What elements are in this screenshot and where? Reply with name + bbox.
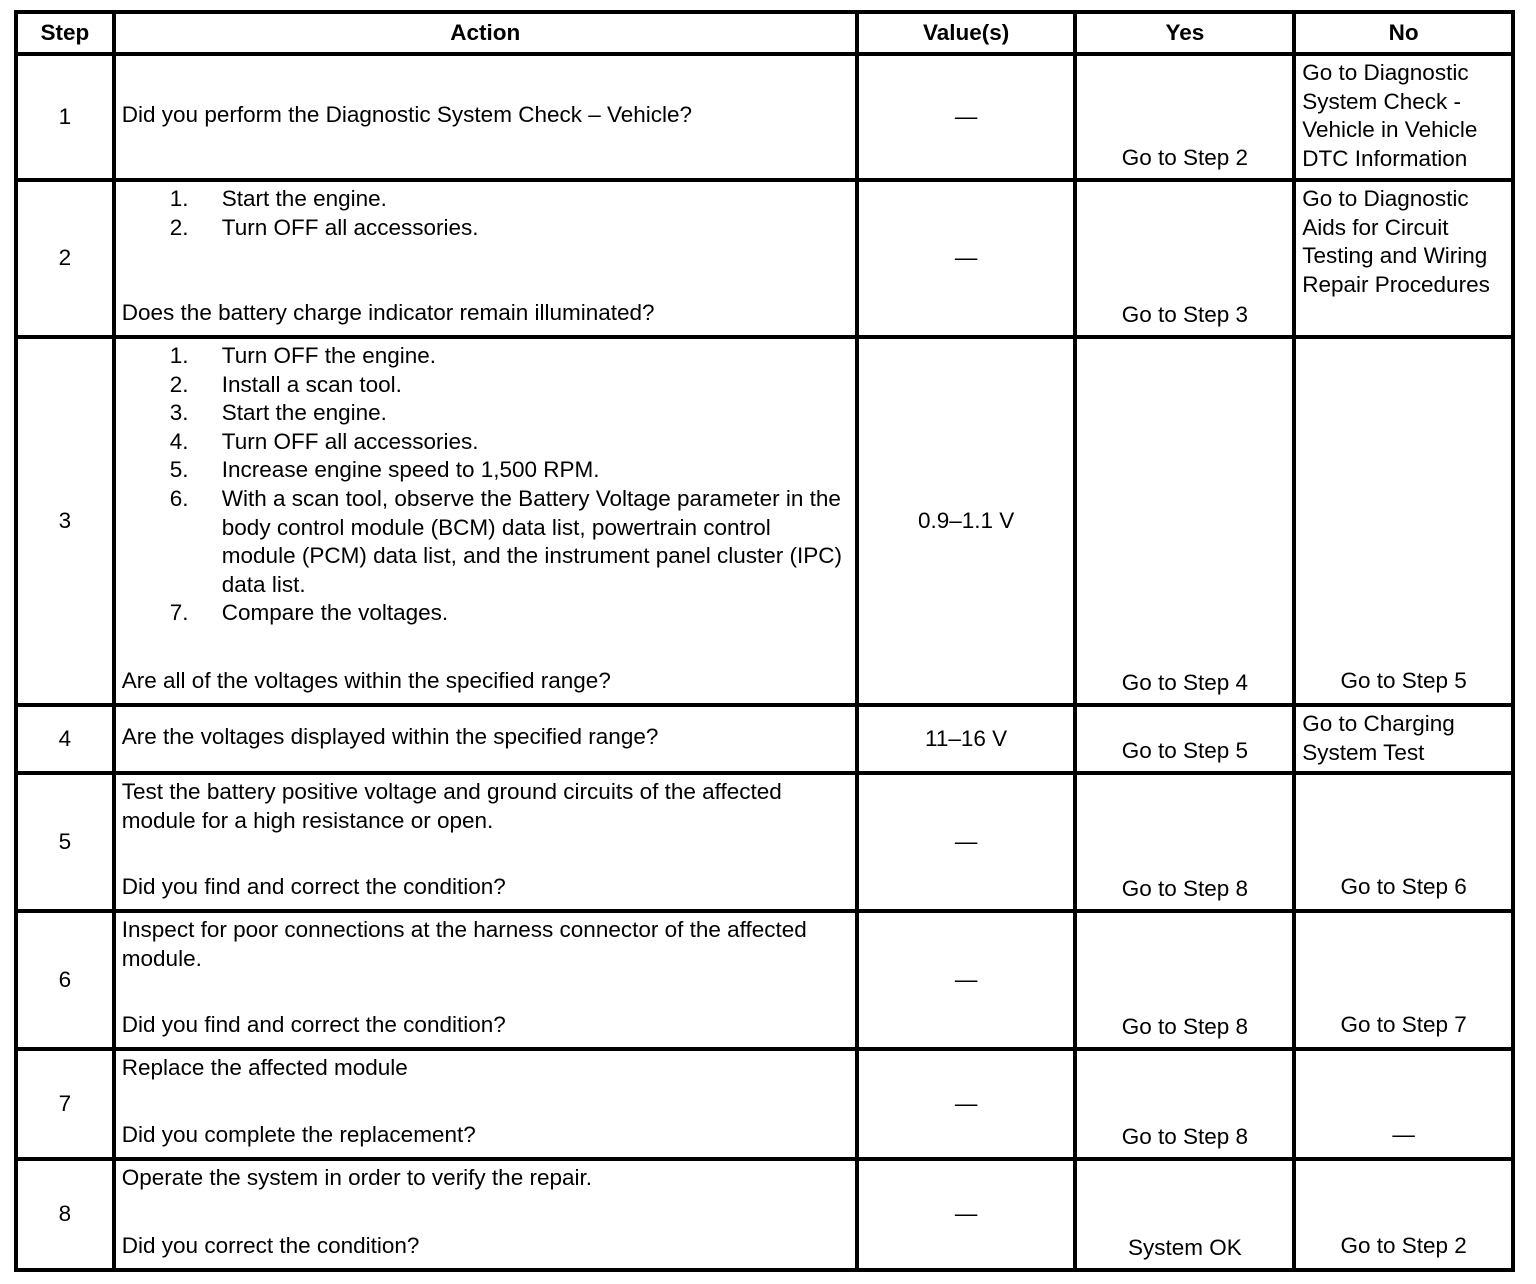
no-cell bbox=[1294, 1049, 1513, 1159]
yes-cell bbox=[1075, 1159, 1294, 1270]
action-instruction: Operate the system in order to verify the repair. bbox=[121, 1165, 592, 1190]
action-instruction: Test the battery positive voltage and ground circuits of the affected module for a high resistance or open. bbox=[121, 779, 782, 833]
action-step-item: 6. With a scan tool, observe the Battery Voltage parameter in the body control module (BCM) data list, powertrain control module (PCM) data list, and the instrument panel cluster (IPC) data list. bbox=[169, 485, 843, 597]
step-number: 1 bbox=[16, 54, 114, 180]
value-cell: — bbox=[857, 54, 1076, 180]
value-cell: — bbox=[857, 773, 1076, 911]
no-cell bbox=[1294, 54, 1513, 180]
no-cell bbox=[1294, 337, 1513, 705]
action-question: Did you complete the replacement? bbox=[121, 1122, 476, 1148]
value-cell: 0.9–1.1 V bbox=[857, 337, 1076, 705]
header-values: Value(s) bbox=[857, 12, 1076, 54]
yes-text: Go to Step 3 bbox=[1121, 302, 1249, 328]
no-text: Go to Diagnostic System Check - Vehicle in Vehicle DTC Information bbox=[1302, 60, 1478, 171]
no-text: Go to Step 6 bbox=[1340, 874, 1467, 900]
step-number: 4 bbox=[16, 705, 114, 773]
value-cell: — bbox=[857, 180, 1076, 337]
yes-text: Go to Step 8 bbox=[1121, 876, 1249, 902]
yes-cell bbox=[1075, 180, 1294, 337]
header-row bbox=[16, 12, 1513, 54]
value-cell: — bbox=[857, 1159, 1076, 1270]
value-cell: — bbox=[857, 1049, 1076, 1159]
diagnostic-table bbox=[14, 10, 1515, 1272]
action-question: Are the voltages displayed within the specified range? bbox=[121, 723, 659, 749]
header-no: No bbox=[1294, 12, 1513, 54]
yes-cell bbox=[1075, 1049, 1294, 1159]
value-cell: 11–16 V bbox=[857, 705, 1076, 773]
no-cell bbox=[1294, 911, 1513, 1049]
table-row bbox=[16, 911, 1513, 1049]
no-text: Go to Step 7 bbox=[1340, 1012, 1467, 1038]
action-step-item: 4. Turn OFF all accessories. bbox=[169, 428, 479, 454]
yes-cell bbox=[1075, 705, 1294, 773]
yes-cell bbox=[1075, 911, 1294, 1049]
yes-text: Go to Step 8 bbox=[1121, 1124, 1249, 1150]
no-text: Go to Step 5 bbox=[1340, 668, 1467, 694]
table-row bbox=[16, 337, 1513, 705]
table-row bbox=[16, 773, 1513, 911]
table-row bbox=[16, 1049, 1513, 1159]
action-question: Does the battery charge indicator remain illuminated? bbox=[121, 300, 655, 326]
step-number: 7 bbox=[16, 1049, 114, 1159]
action-instruction: Inspect for poor connections at the harness connector of the affected module. bbox=[121, 917, 807, 971]
action-question: Did you find and correct the condition? bbox=[121, 874, 506, 900]
action-cell bbox=[114, 705, 857, 773]
header-yes: Yes bbox=[1075, 12, 1294, 54]
action-question: Did you find and correct the condition? bbox=[121, 1012, 506, 1038]
no-cell bbox=[1294, 1159, 1513, 1270]
action-steps bbox=[122, 185, 849, 242]
step-number: 5 bbox=[16, 773, 114, 911]
action-cell bbox=[114, 180, 857, 337]
step-number: 3 bbox=[16, 337, 114, 705]
action-step-item: 3. Start the engine. bbox=[169, 400, 387, 426]
table-row bbox=[16, 1159, 1513, 1270]
action-question: Are all of the voltages within the specified range? bbox=[121, 668, 611, 694]
yes-cell bbox=[1075, 337, 1294, 705]
no-cell bbox=[1294, 180, 1513, 337]
table-row bbox=[16, 180, 1513, 337]
no-text: Go to Step 2 bbox=[1340, 1233, 1467, 1259]
yes-text: Go to Step 2 bbox=[1121, 145, 1249, 171]
header-action: Action bbox=[114, 12, 857, 54]
action-step-item: 1. Start the engine. bbox=[169, 186, 387, 211]
step-number: 8 bbox=[16, 1159, 114, 1270]
no-text: — bbox=[1392, 1122, 1415, 1148]
action-cell bbox=[114, 773, 857, 911]
action-step-item: 7. Compare the voltages. bbox=[169, 600, 449, 626]
yes-text: System OK bbox=[1127, 1235, 1242, 1261]
action-cell bbox=[114, 337, 857, 705]
action-step-item: 1. Turn OFF the engine. bbox=[169, 343, 437, 368]
value-cell: — bbox=[857, 911, 1076, 1049]
action-step-item: 2. Turn OFF all accessories. bbox=[169, 214, 479, 240]
header-step: Step bbox=[16, 12, 114, 54]
action-instruction: Replace the affected module bbox=[121, 1055, 408, 1080]
table-row bbox=[16, 705, 1513, 773]
yes-text: Go to Step 4 bbox=[1121, 670, 1249, 696]
action-cell bbox=[114, 911, 857, 1049]
step-number: 6 bbox=[16, 911, 114, 1049]
no-cell bbox=[1294, 773, 1513, 911]
action-cell bbox=[114, 1049, 857, 1159]
yes-cell bbox=[1075, 54, 1294, 180]
action-steps bbox=[122, 342, 849, 628]
step-number: 2 bbox=[16, 180, 114, 337]
yes-text: Go to Step 8 bbox=[1121, 1014, 1249, 1040]
action-question: Did you perform the Diagnostic System Check – Vehicle? bbox=[121, 101, 693, 127]
action-step-item: 2. Install a scan tool. bbox=[169, 371, 402, 397]
no-text: Go to Charging System Test bbox=[1302, 711, 1455, 765]
table-row bbox=[16, 54, 1513, 180]
action-step-item: 5. Increase engine speed to 1,500 RPM. bbox=[169, 457, 600, 483]
no-text: Go to Diagnostic Aids for Circuit Testing and Wiring Repair Procedures bbox=[1302, 186, 1490, 297]
action-question: Did you correct the condition? bbox=[121, 1233, 420, 1259]
action-cell bbox=[114, 1159, 857, 1270]
yes-cell bbox=[1075, 773, 1294, 911]
action-cell bbox=[114, 54, 857, 180]
yes-text: Go to Step 5 bbox=[1121, 738, 1249, 764]
no-cell bbox=[1294, 705, 1513, 773]
